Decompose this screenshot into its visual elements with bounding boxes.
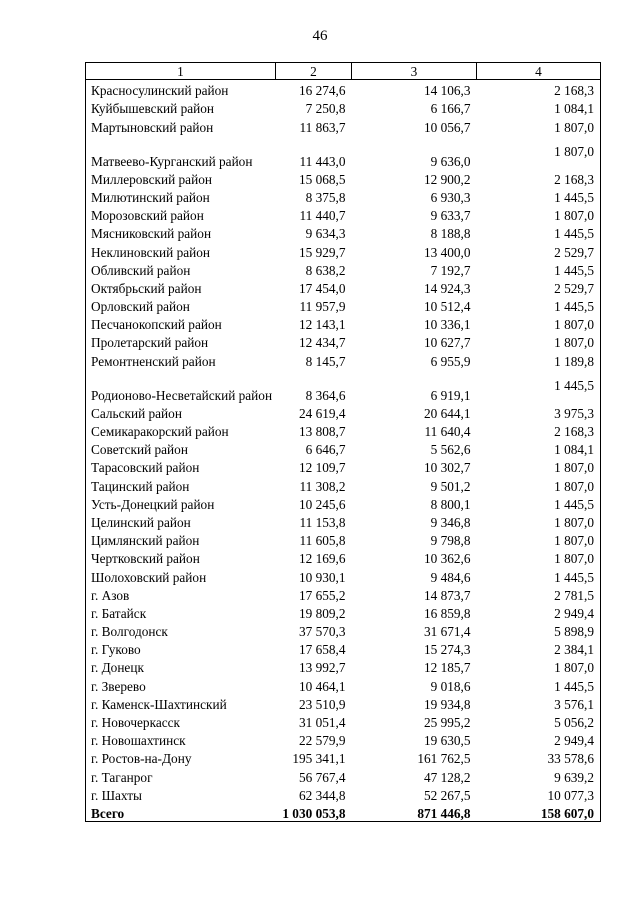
value-col3-cell: 871 446,8 (352, 803, 477, 822)
table-row (86, 457, 601, 475)
value-col2-cell: 13 808,7 (298, 424, 346, 439)
value-col2-cell: 16 274,6 (298, 83, 346, 99)
district-name-cell: Обливский район (86, 260, 276, 278)
table-row (86, 314, 601, 332)
district-name-cell: Красносулинский район (86, 80, 276, 99)
value-col2-cell: 23 510,9 (298, 696, 346, 712)
header-cell-3: 3 (352, 63, 477, 80)
value-col3-cell: 10 056,7 (423, 119, 471, 135)
table-body (86, 80, 601, 822)
value-col2-cell: 17 658,4 (298, 642, 346, 658)
value-col3-cell: 6 166,7 (430, 101, 471, 117)
value-col3-cell: 52 267,5 (423, 787, 471, 803)
value-col2-cell: 62 344,8 (298, 787, 346, 803)
value-col2-cell: 8 638,2 (305, 262, 346, 278)
table-row (86, 369, 601, 403)
value-col2-cell: 11 605,8 (299, 533, 346, 549)
value-col4-cell: 1 445,5 (477, 187, 601, 205)
value-col2-cell: 7 250,8 (305, 101, 346, 117)
value-col4-cell: 10 077,3 (477, 785, 601, 803)
table-row (86, 205, 601, 223)
table-row (86, 712, 601, 730)
value-col4-cell: 2 781,5 (477, 585, 601, 603)
value-col4-cell: 2 949,4 (477, 730, 601, 748)
table-row (86, 223, 601, 241)
table-row (86, 730, 601, 748)
district-name-cell: г. Батайск (86, 603, 276, 621)
value-col3-cell: 9 501,2 (430, 478, 471, 494)
table-row (86, 512, 601, 530)
table-row (86, 421, 601, 439)
value-col2-cell: 31 051,4 (298, 715, 346, 730)
value-col3-cell: 20 644,1 (423, 405, 471, 421)
value-col3-cell: 16 859,8 (423, 605, 471, 621)
table-row (86, 603, 601, 621)
table-row (86, 332, 601, 350)
district-name-cell: Песчанокопский район (86, 314, 276, 332)
value-col4-cell: 9 639,2 (477, 766, 601, 784)
table-row (86, 439, 601, 457)
value-col4-cell: 5 056,2 (477, 712, 601, 730)
value-col2-cell: 11 443,0 (299, 153, 346, 169)
table-row (86, 785, 601, 803)
value-col4-cell: 2 529,7 (477, 241, 601, 259)
value-col4-cell: 2 168,3 (477, 421, 601, 439)
district-name-cell: Мясниковский район (86, 223, 276, 241)
district-name-cell: г. Донецк (86, 657, 276, 675)
district-name-cell: Шолоховский район (86, 566, 276, 584)
value-col2-cell: 8 364,6 (305, 387, 346, 403)
district-name-cell: Морозовский район (86, 205, 276, 223)
value-col4-cell: 1 807,0 (477, 657, 601, 675)
header-row (86, 63, 601, 80)
value-col2-cell: 10 930,1 (298, 569, 346, 585)
district-name-cell: г. Таганрог (86, 766, 276, 784)
district-name-cell: г. Шахты (86, 785, 276, 803)
value-col2-cell: 11 957,9 (299, 299, 346, 315)
value-col4-cell: 1 445,5 (477, 494, 601, 512)
value-col4-cell: 1 807,0 (477, 116, 601, 134)
value-col3-cell: 8 800,1 (430, 496, 471, 512)
value-col3-cell: 19 630,5 (423, 733, 471, 749)
table-row (86, 350, 601, 368)
value-col3-cell: 7 192,7 (430, 262, 471, 278)
value-col2-cell: 19 809,2 (298, 605, 346, 621)
value-col2-cell: 56 767,4 (298, 769, 346, 785)
district-name-cell: Неклиновский район (86, 241, 276, 259)
value-col4-cell: 1 445,5 (477, 260, 601, 278)
value-col3-cell: 9 018,6 (430, 678, 471, 694)
district-name-cell: г. Новошахтинск (86, 730, 276, 748)
value-col2-cell: 11 153,8 (299, 514, 346, 530)
value-col2-cell: 8 145,7 (305, 353, 346, 369)
value-col3-cell: 8 188,8 (430, 226, 471, 242)
value-col4-cell: 1 807,0 (477, 475, 601, 493)
district-name-cell: Тарасовский район (86, 457, 276, 475)
table-row (86, 116, 601, 134)
value-col4-cell: 1 445,5 (477, 675, 601, 693)
header-cell-1: 1 (86, 63, 276, 80)
table-row (86, 475, 601, 493)
district-name-cell: Цимлянский район (86, 530, 276, 548)
value-col2-cell: 12 109,7 (298, 460, 346, 476)
value-col3-cell: 12 900,2 (423, 171, 471, 187)
value-col2-cell: 11 863,7 (299, 119, 346, 135)
table-row (86, 694, 601, 712)
value-col3-cell: 19 934,8 (423, 696, 471, 712)
value-col4-cell: 2 168,3 (477, 80, 601, 99)
value-col3-cell: 6 955,9 (430, 353, 471, 369)
budget-table (85, 62, 601, 822)
table-row (86, 135, 601, 169)
value-col4-cell: 2 168,3 (477, 169, 601, 187)
value-col3-cell: 6 930,3 (430, 189, 471, 205)
value-col3-cell: 10 362,6 (423, 551, 471, 567)
district-name-cell: Семикаракорский район (86, 421, 276, 439)
district-name-cell: г. Зверево (86, 675, 276, 693)
table-row (86, 657, 601, 675)
value-col3-cell: 5 562,6 (430, 442, 471, 458)
value-col2-cell: 6 646,7 (305, 442, 346, 458)
district-name-cell: Ремонтненский район (86, 350, 276, 368)
value-col2-cell: 9 634,3 (305, 226, 346, 242)
table-row (86, 766, 601, 784)
value-col3-cell: 6 919,1 (430, 387, 471, 403)
value-col4-cell: 1 084,1 (477, 439, 601, 457)
value-col4-cell: 33 578,6 (477, 748, 601, 766)
value-col4-cell: 1 084,1 (477, 98, 601, 116)
value-col2-cell: 10 245,6 (298, 496, 346, 512)
district-name-cell: Миллеровский район (86, 169, 276, 187)
value-col3-cell: 25 995,2 (423, 715, 471, 730)
value-col2-cell: 15 929,7 (298, 244, 346, 260)
table-row (86, 80, 601, 99)
value-col4-cell: 5 898,9 (477, 621, 601, 639)
value-col3-cell: 12 185,7 (423, 660, 471, 676)
value-col4-cell: 1 807,0 (477, 135, 601, 169)
district-name-cell: г. Новочеркасск (86, 712, 276, 730)
district-name-cell: Советский район (86, 439, 276, 457)
table-row (86, 748, 601, 766)
table-row (86, 639, 601, 657)
value-col3-cell: 9 636,0 (430, 153, 471, 169)
district-name-cell: Сальский район (86, 403, 276, 421)
table-row (86, 260, 601, 278)
value-col2-cell: 8 375,8 (305, 189, 346, 205)
value-col4-cell: 158 607,0 (477, 803, 601, 822)
district-name-cell: г. Волгодонск (86, 621, 276, 639)
value-col2-cell: 11 440,7 (299, 208, 346, 224)
value-col4-cell: 1 807,0 (477, 457, 601, 475)
value-col4-cell: 1 807,0 (477, 548, 601, 566)
table-row (86, 187, 601, 205)
value-col4-cell: 1 807,0 (477, 205, 601, 223)
value-col3-cell: 9 484,6 (430, 569, 471, 585)
value-col3-cell: 15 274,3 (423, 642, 471, 658)
district-name-cell: Целинский район (86, 512, 276, 530)
value-col4-cell: 1 807,0 (477, 332, 601, 350)
value-col3-cell: 10 627,7 (423, 335, 471, 351)
district-name-cell: Пролетарский район (86, 332, 276, 350)
value-col2-cell: 1 030 053,8 (276, 803, 352, 822)
district-name-cell: Всего (86, 803, 276, 822)
value-col3-cell: 9 346,8 (430, 514, 471, 530)
district-name-cell: г. Каменск-Шахтинский (86, 694, 276, 712)
value-col2-cell: 22 579,9 (298, 733, 346, 749)
value-col4-cell: 1 445,5 (477, 369, 601, 403)
value-col4-cell: 3 975,3 (477, 403, 601, 421)
value-col4-cell: 3 576,1 (477, 694, 601, 712)
value-col3-cell: 11 640,4 (424, 424, 471, 439)
value-col3-cell: 13 400,0 (423, 244, 471, 260)
district-name-cell: Усть-Донецкий район (86, 494, 276, 512)
district-name-cell: г. Ростов-на-Дону (86, 748, 276, 766)
value-col2-cell: 37 570,3 (298, 624, 346, 640)
header-cell-2: 2 (276, 63, 352, 80)
table-row (86, 494, 601, 512)
value-col4-cell: 1 807,0 (477, 530, 601, 548)
district-name-cell: Орловский район (86, 296, 276, 314)
value-col2-cell: 12 434,7 (298, 335, 346, 351)
table-row (86, 278, 601, 296)
district-name-cell: Чертковский район (86, 548, 276, 566)
table-row (86, 296, 601, 314)
total-row (86, 803, 601, 822)
district-name-cell: Матвеево-Курганский район (86, 135, 276, 169)
table-row (86, 566, 601, 584)
value-col4-cell: 2 384,1 (477, 639, 601, 657)
value-col2-cell: 12 169,6 (298, 551, 346, 567)
value-col2-cell: 17 454,0 (298, 280, 346, 296)
district-name-cell: Октябрьский район (86, 278, 276, 296)
table-row (86, 241, 601, 259)
value-col3-cell: 10 336,1 (423, 317, 471, 333)
table-row (86, 675, 601, 693)
value-col2-cell: 17 655,2 (298, 587, 346, 603)
table-row (86, 403, 601, 421)
table-row (86, 585, 601, 603)
value-col3-cell: 14 924,3 (423, 280, 471, 296)
value-col4-cell: 1 445,5 (477, 223, 601, 241)
table-row (86, 169, 601, 187)
value-col3-cell: 161 762,5 (417, 751, 471, 767)
value-col4-cell: 2 529,7 (477, 278, 601, 296)
value-col3-cell: 9 633,7 (430, 208, 471, 224)
header-cell-4: 4 (477, 63, 601, 80)
table-row (86, 621, 601, 639)
page-number: 46 (312, 28, 328, 44)
table-row (86, 548, 601, 566)
value-col2-cell: 13 992,7 (298, 660, 346, 676)
value-col3-cell: 31 671,4 (423, 624, 471, 640)
value-col4-cell: 1 189,8 (477, 350, 601, 368)
value-col3-cell: 14 106,3 (423, 83, 471, 99)
district-name-cell: Мартыновский район (86, 116, 276, 134)
value-col2-cell: 195 341,1 (292, 751, 346, 767)
district-name-cell: г. Азов (86, 585, 276, 603)
district-name-cell: Родионово-Несветайский район (86, 369, 276, 403)
value-col3-cell: 10 302,7 (423, 460, 471, 476)
district-name-cell: Милютинский район (86, 187, 276, 205)
value-col4-cell: 2 949,4 (477, 603, 601, 621)
table-row (86, 98, 601, 116)
value-col2-cell: 11 308,2 (299, 478, 346, 494)
value-col4-cell: 1 445,5 (477, 296, 601, 314)
value-col2-cell: 24 619,4 (298, 405, 346, 421)
value-col2-cell: 15 068,5 (298, 171, 346, 187)
district-name-cell: Куйбышевский район (86, 98, 276, 116)
table-row (86, 530, 601, 548)
value-col4-cell: 1 807,0 (477, 512, 601, 530)
district-name-cell: Тацинский район (86, 475, 276, 493)
value-col4-cell: 1 807,0 (477, 314, 601, 332)
value-col3-cell: 9 798,8 (430, 533, 471, 549)
value-col3-cell: 47 128,2 (423, 769, 471, 785)
value-col3-cell: 14 873,7 (423, 587, 471, 603)
value-col2-cell: 10 464,1 (298, 678, 346, 694)
value-col2-cell: 12 143,1 (298, 317, 346, 333)
value-col3-cell: 10 512,4 (423, 299, 471, 315)
district-name-cell: г. Гуково (86, 639, 276, 657)
value-col4-cell: 1 445,5 (477, 566, 601, 584)
